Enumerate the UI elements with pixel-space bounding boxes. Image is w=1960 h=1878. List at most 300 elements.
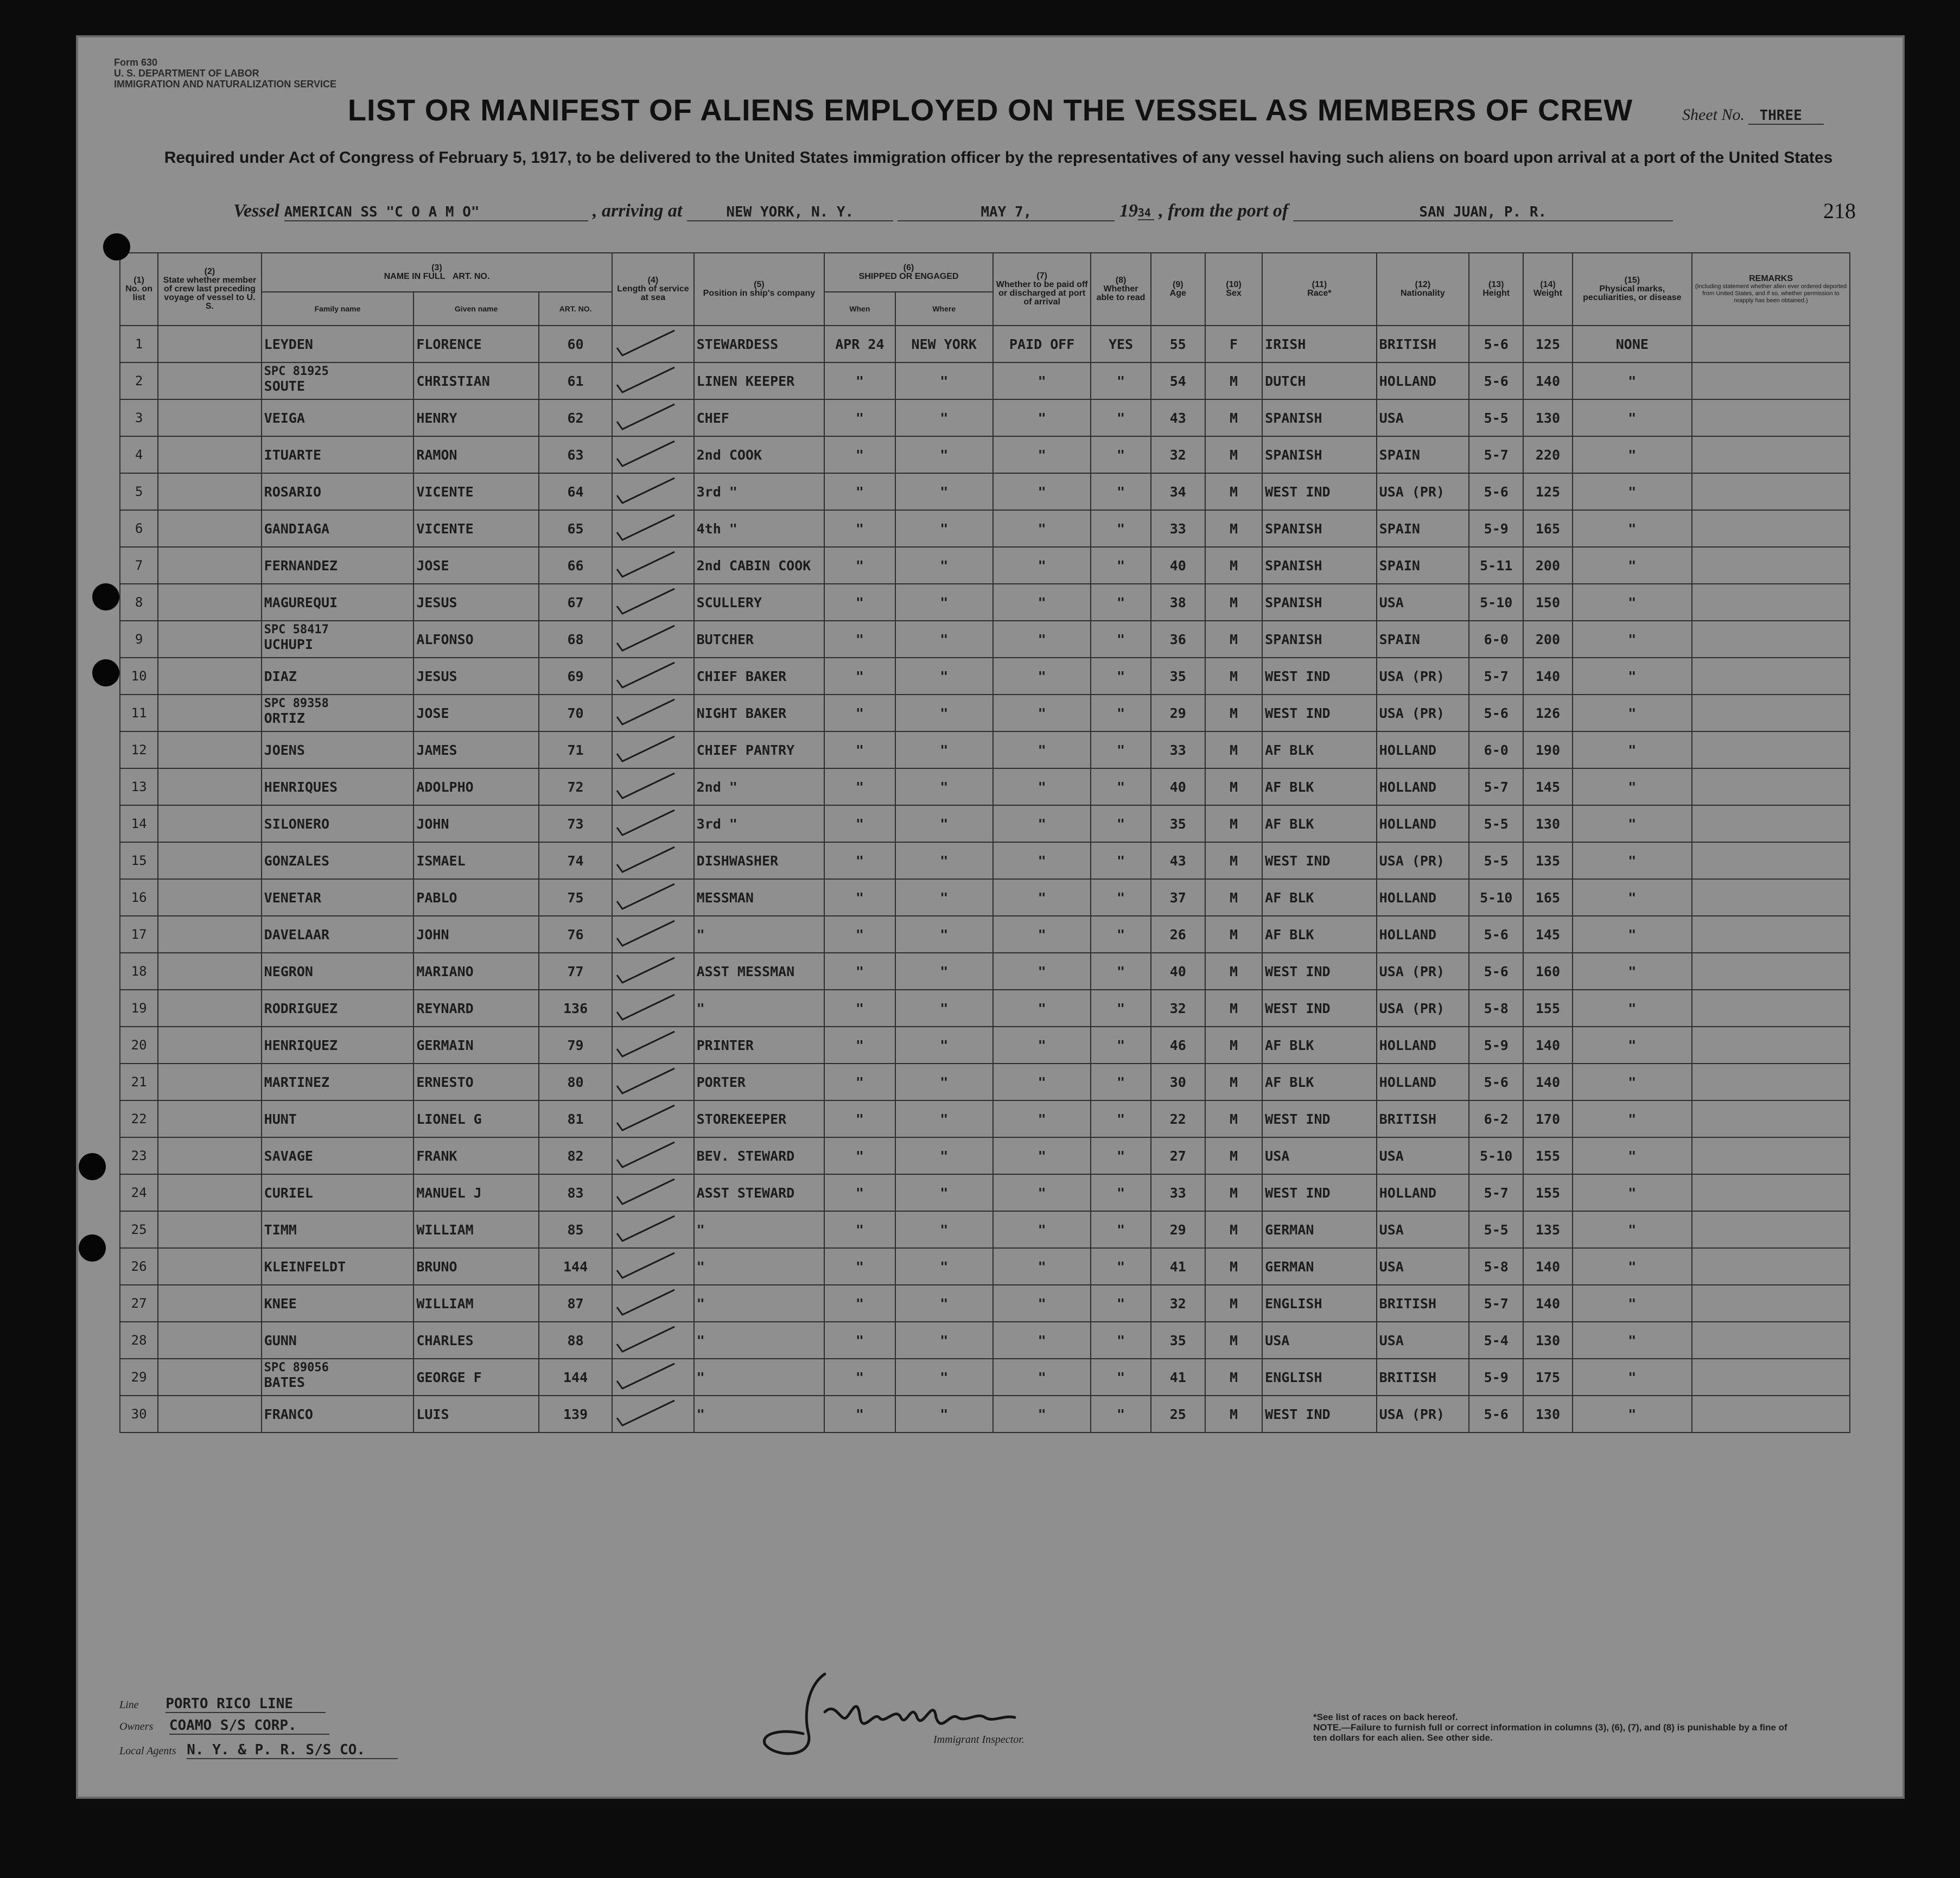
sex-cell: M xyxy=(1205,731,1262,768)
nationality-cell: BRITISH xyxy=(1377,326,1469,362)
state-cell xyxy=(158,399,261,436)
sex-cell: M xyxy=(1205,1137,1262,1174)
paid-off-cell: " xyxy=(993,1396,1091,1433)
physical-cell: " xyxy=(1573,436,1692,473)
service-cell xyxy=(612,731,693,768)
weight-cell: 140 xyxy=(1523,1285,1572,1322)
col-sex: (10) Sex xyxy=(1205,253,1262,326)
when-cell: " xyxy=(824,436,895,473)
physical-cell: NONE xyxy=(1573,326,1692,362)
weight-cell: 190 xyxy=(1523,731,1572,768)
given-name: MANUEL J xyxy=(413,1174,539,1211)
col-art-no: ART. NO. xyxy=(539,292,612,326)
art-number: 144 xyxy=(539,1248,612,1285)
family-name: SILONERO xyxy=(262,805,414,842)
row-number: 29 xyxy=(120,1359,158,1396)
physical-cell: " xyxy=(1573,1248,1692,1285)
col-given-name: Given name xyxy=(413,292,539,326)
paid-off-cell: " xyxy=(993,1027,1091,1064)
service-cell xyxy=(612,436,693,473)
remarks-cell xyxy=(1692,1285,1850,1322)
age-cell: 37 xyxy=(1151,879,1205,916)
paid-off-cell: " xyxy=(993,731,1091,768)
when-cell: " xyxy=(824,473,895,510)
paid-off-cell: " xyxy=(993,953,1091,990)
paid-off-cell: " xyxy=(993,362,1091,399)
art-number: 74 xyxy=(539,842,612,879)
agents-value: N. Y. & P. R. S/S CO. xyxy=(187,1742,398,1759)
paid-off-cell: " xyxy=(993,1248,1091,1285)
when-cell: " xyxy=(824,1064,895,1100)
art-number: 63 xyxy=(539,436,612,473)
remarks-cell xyxy=(1692,510,1850,547)
row-number: 25 xyxy=(120,1211,158,1248)
check-mark-icon xyxy=(615,584,680,617)
spc-number: SPC 81925 xyxy=(264,365,329,378)
check-mark-icon xyxy=(615,326,680,359)
service-cell xyxy=(612,1137,693,1174)
table-row xyxy=(120,658,1850,695)
read-cell: " xyxy=(1091,1248,1150,1285)
state-cell xyxy=(158,990,261,1027)
punch-hole xyxy=(103,233,130,260)
weight-cell: 140 xyxy=(1523,1027,1572,1064)
race-note: *See list of races on back hereof. xyxy=(1313,1712,1458,1722)
service-cell xyxy=(612,510,693,547)
weight-cell: 135 xyxy=(1523,1211,1572,1248)
table-row xyxy=(120,584,1850,621)
row-number: 24 xyxy=(120,1174,158,1211)
check-mark-icon xyxy=(615,769,680,801)
position-cell: ASST MESSMAN xyxy=(694,953,825,990)
remarks-cell xyxy=(1692,990,1850,1027)
race-cell: SPANISH xyxy=(1262,621,1377,658)
height-cell: 5-6 xyxy=(1469,473,1523,510)
weight-cell: 145 xyxy=(1523,768,1572,805)
age-cell: 32 xyxy=(1151,436,1205,473)
table-row xyxy=(120,1027,1850,1064)
race-cell: AF BLK xyxy=(1262,768,1377,805)
given-name: JOSE xyxy=(413,695,539,731)
height-cell: 5-7 xyxy=(1469,1285,1523,1322)
when-cell: " xyxy=(824,1322,895,1359)
age-cell: 40 xyxy=(1151,768,1205,805)
state-cell xyxy=(158,731,261,768)
paid-off-cell: " xyxy=(993,1174,1091,1211)
age-cell: 33 xyxy=(1151,1174,1205,1211)
table-row xyxy=(120,731,1850,768)
given-name: WILLIAM xyxy=(413,1211,539,1248)
remarks-cell xyxy=(1692,842,1850,879)
nationality-cell: BRITISH xyxy=(1377,1359,1469,1396)
position-cell: NIGHT BAKER xyxy=(694,695,825,731)
family-name: VENETAR xyxy=(262,879,414,916)
when-cell: " xyxy=(824,584,895,621)
where-cell: " xyxy=(895,547,993,584)
sheet-number xyxy=(1682,106,1824,124)
read-cell: " xyxy=(1091,658,1150,695)
check-mark-icon xyxy=(615,437,680,469)
age-cell: 27 xyxy=(1151,1137,1205,1174)
read-cell: " xyxy=(1091,1285,1150,1322)
state-cell xyxy=(158,326,261,362)
row-number: 16 xyxy=(120,879,158,916)
sex-cell: M xyxy=(1205,953,1262,990)
row-number: 28 xyxy=(120,1322,158,1359)
paid-off-cell: " xyxy=(993,695,1091,731)
race-cell: SPANISH xyxy=(1262,510,1377,547)
col-weight: (14) Weight xyxy=(1523,253,1572,326)
where-cell: " xyxy=(895,510,993,547)
service-cell xyxy=(612,326,693,362)
physical-cell: " xyxy=(1573,1064,1692,1100)
sex-cell: M xyxy=(1205,879,1262,916)
position-cell: " xyxy=(694,990,825,1027)
check-mark-icon xyxy=(615,1101,680,1134)
given-name: ERNESTO xyxy=(413,1064,539,1100)
paid-off-cell: " xyxy=(993,547,1091,584)
race-cell: WEST IND xyxy=(1262,1174,1377,1211)
art-number: 68 xyxy=(539,621,612,658)
nationality-cell: USA (PR) xyxy=(1377,1396,1469,1433)
sex-cell: M xyxy=(1205,362,1262,399)
physical-cell: " xyxy=(1573,805,1692,842)
when-cell: " xyxy=(824,1211,895,1248)
check-mark-icon xyxy=(615,658,680,691)
remarks-cell xyxy=(1692,916,1850,953)
when-cell: " xyxy=(824,1137,895,1174)
remarks-cell xyxy=(1692,658,1850,695)
state-cell xyxy=(158,362,261,399)
art-number: 87 xyxy=(539,1285,612,1322)
weight-cell: 140 xyxy=(1523,1248,1572,1285)
physical-cell: " xyxy=(1573,658,1692,695)
remarks-cell xyxy=(1692,547,1850,584)
art-number: 88 xyxy=(539,1322,612,1359)
table-row xyxy=(120,1359,1850,1396)
physical-cell: " xyxy=(1573,1285,1692,1322)
family-name: ROSARIO xyxy=(262,473,414,510)
weight-cell: 165 xyxy=(1523,510,1572,547)
where-cell: " xyxy=(895,990,993,1027)
service-cell xyxy=(612,842,693,879)
art-number: 70 xyxy=(539,695,612,731)
position-cell: SCULLERY xyxy=(694,584,825,621)
physical-cell: " xyxy=(1573,1322,1692,1359)
row-number: 27 xyxy=(120,1285,158,1322)
read-cell: " xyxy=(1091,1027,1150,1064)
age-cell: 43 xyxy=(1151,842,1205,879)
race-cell: USA xyxy=(1262,1137,1377,1174)
state-cell xyxy=(158,1211,261,1248)
read-cell: " xyxy=(1091,731,1150,768)
read-cell: " xyxy=(1091,399,1150,436)
age-cell: 25 xyxy=(1151,1396,1205,1433)
family-name-text: UCHUPI xyxy=(264,636,313,652)
service-cell xyxy=(612,1211,693,1248)
state-cell xyxy=(158,953,261,990)
paid-off-cell: " xyxy=(993,399,1091,436)
where-cell: " xyxy=(895,768,993,805)
col-position: (5) Position in ship's company xyxy=(694,253,825,326)
where-cell: " xyxy=(895,1100,993,1137)
inspector-signature xyxy=(743,1663,1080,1761)
nationality-cell: BRITISH xyxy=(1377,1285,1469,1322)
art-number: 85 xyxy=(539,1211,612,1248)
position-cell: " xyxy=(694,1359,825,1396)
family-name: GONZALES xyxy=(262,842,414,879)
paid-off-cell: " xyxy=(993,1100,1091,1137)
race-cell: WEST IND xyxy=(1262,953,1377,990)
family-name xyxy=(262,1359,414,1396)
weight-cell: 130 xyxy=(1523,1396,1572,1433)
position-cell: 2nd CABIN COOK xyxy=(694,547,825,584)
footer-line xyxy=(119,1696,326,1713)
age-cell: 40 xyxy=(1151,953,1205,990)
remarks-cell xyxy=(1692,362,1850,399)
state-cell xyxy=(158,695,261,731)
state-cell xyxy=(158,510,261,547)
row-number: 11 xyxy=(120,695,158,731)
table-row xyxy=(120,842,1850,879)
given-name: JOHN xyxy=(413,805,539,842)
paid-off-cell: " xyxy=(993,805,1091,842)
nationality-cell: USA xyxy=(1377,1248,1469,1285)
where-cell: " xyxy=(895,584,993,621)
state-cell xyxy=(158,658,261,695)
sex-cell: F xyxy=(1205,326,1262,362)
when-cell: " xyxy=(824,768,895,805)
vessel-line xyxy=(233,201,1673,221)
when-cell: APR 24 xyxy=(824,326,895,362)
state-cell xyxy=(158,1064,261,1100)
line-value: PORTO RICO LINE xyxy=(166,1696,326,1713)
read-cell: " xyxy=(1091,1100,1150,1137)
physical-cell: " xyxy=(1573,399,1692,436)
family-name: SAVAGE xyxy=(262,1137,414,1174)
col-paid-off: (7) Whether to be paid off or discharged at port of arrival xyxy=(993,253,1091,326)
given-name: CHARLES xyxy=(413,1322,539,1359)
nationality-cell: HOLLAND xyxy=(1377,768,1469,805)
weight-cell: 126 xyxy=(1523,695,1572,731)
nationality-cell: HOLLAND xyxy=(1377,731,1469,768)
when-cell: " xyxy=(824,399,895,436)
family-name: KLEINFELDT xyxy=(262,1248,414,1285)
height-cell: 5-4 xyxy=(1469,1322,1523,1359)
state-cell xyxy=(158,1248,261,1285)
row-number: 2 xyxy=(120,362,158,399)
footer-notes xyxy=(1313,1712,1802,1743)
line-label: Line xyxy=(119,1699,139,1711)
position-cell: BUTCHER xyxy=(694,621,825,658)
position-cell: 4th " xyxy=(694,510,825,547)
art-number: 60 xyxy=(539,326,612,362)
table-row xyxy=(120,805,1850,842)
sheet-number-label: Sheet No. xyxy=(1682,106,1745,124)
race-cell: ENGLISH xyxy=(1262,1285,1377,1322)
row-number: 6 xyxy=(120,510,158,547)
weight-cell: 220 xyxy=(1523,436,1572,473)
age-cell: 46 xyxy=(1151,1027,1205,1064)
table-row xyxy=(120,1248,1850,1285)
punch-hole xyxy=(92,583,119,610)
height-cell: 5-5 xyxy=(1469,805,1523,842)
state-cell xyxy=(158,1285,261,1322)
height-cell: 5-8 xyxy=(1469,1248,1523,1285)
physical-cell: " xyxy=(1573,1027,1692,1064)
check-mark-icon xyxy=(615,732,680,765)
state-cell xyxy=(158,584,261,621)
race-cell: ENGLISH xyxy=(1262,1359,1377,1396)
state-cell xyxy=(158,1100,261,1137)
read-cell: " xyxy=(1091,1211,1150,1248)
check-mark-icon xyxy=(615,1064,680,1097)
read-cell: " xyxy=(1091,584,1150,621)
race-cell: AF BLK xyxy=(1262,916,1377,953)
remarks-cell xyxy=(1692,1211,1850,1248)
art-number: 144 xyxy=(539,1359,612,1396)
service-cell xyxy=(612,1027,693,1064)
where-cell: " xyxy=(895,805,993,842)
where-cell: " xyxy=(895,1174,993,1211)
row-number: 3 xyxy=(120,399,158,436)
where-cell: " xyxy=(895,1064,993,1100)
physical-cell: " xyxy=(1573,473,1692,510)
art-number: 79 xyxy=(539,1027,612,1064)
physical-cell: " xyxy=(1573,990,1692,1027)
race-cell: AF BLK xyxy=(1262,731,1377,768)
when-cell: " xyxy=(824,805,895,842)
paid-off-cell: " xyxy=(993,1137,1091,1174)
sex-cell: M xyxy=(1205,1322,1262,1359)
service-cell xyxy=(612,1396,693,1433)
given-name: WILLIAM xyxy=(413,1285,539,1322)
given-name: GERMAIN xyxy=(413,1027,539,1064)
punch-hole xyxy=(79,1153,106,1180)
state-cell xyxy=(158,879,261,916)
weight-cell: 125 xyxy=(1523,326,1572,362)
remarks-cell xyxy=(1692,1248,1850,1285)
table-row xyxy=(120,695,1850,731)
remarks-cell xyxy=(1692,1064,1850,1100)
service-cell xyxy=(612,990,693,1027)
nationality-cell: HOLLAND xyxy=(1377,362,1469,399)
when-cell: " xyxy=(824,510,895,547)
family-name: MAGUREQUI xyxy=(262,584,414,621)
sex-cell: M xyxy=(1205,584,1262,621)
given-name: ISMAEL xyxy=(413,842,539,879)
art-number: 62 xyxy=(539,399,612,436)
sex-cell: M xyxy=(1205,1064,1262,1100)
state-cell xyxy=(158,768,261,805)
when-cell: " xyxy=(824,621,895,658)
given-name: LIONEL G xyxy=(413,1100,539,1137)
table-row xyxy=(120,768,1850,805)
given-name: JOSE xyxy=(413,547,539,584)
where-cell: " xyxy=(895,731,993,768)
given-name: JOHN xyxy=(413,916,539,953)
sex-cell: M xyxy=(1205,1285,1262,1322)
table-row xyxy=(120,1100,1850,1137)
when-cell: " xyxy=(824,547,895,584)
service-cell xyxy=(612,695,693,731)
col-shipped: (6) SHIPPED OR ENGAGED xyxy=(824,253,993,292)
col-height: (13) Height xyxy=(1469,253,1523,326)
family-name: HENRIQUES xyxy=(262,768,414,805)
row-number: 7 xyxy=(120,547,158,584)
check-mark-icon xyxy=(615,916,680,949)
sex-cell: M xyxy=(1205,805,1262,842)
race-cell: AF BLK xyxy=(1262,805,1377,842)
physical-cell: " xyxy=(1573,1174,1692,1211)
where-cell: " xyxy=(895,436,993,473)
position-cell: DISHWASHER xyxy=(694,842,825,879)
when-cell: " xyxy=(824,990,895,1027)
weight-cell: 155 xyxy=(1523,990,1572,1027)
read-cell: " xyxy=(1091,1137,1150,1174)
table-row xyxy=(120,990,1850,1027)
check-mark-icon xyxy=(615,1396,680,1429)
family-name: FRANCO xyxy=(262,1396,414,1433)
paid-off-cell: " xyxy=(993,1322,1091,1359)
family-name: CURIEL xyxy=(262,1174,414,1211)
col-state-member: (2) State whether member of crew last preceding voyage of vessel to U. S. xyxy=(158,253,261,326)
race-cell: SPANISH xyxy=(1262,584,1377,621)
table-row xyxy=(120,1211,1850,1248)
height-cell: 5-6 xyxy=(1469,953,1523,990)
crew-rows xyxy=(120,326,1850,1433)
check-mark-icon xyxy=(615,1138,680,1170)
family-name: ITUARTE xyxy=(262,436,414,473)
sex-cell: M xyxy=(1205,658,1262,695)
sex-cell: M xyxy=(1205,547,1262,584)
given-name: JESUS xyxy=(413,584,539,621)
state-cell xyxy=(158,436,261,473)
state-cell xyxy=(158,547,261,584)
row-number: 10 xyxy=(120,658,158,695)
age-cell: 36 xyxy=(1151,621,1205,658)
when-cell: " xyxy=(824,731,895,768)
arrival-date: MAY 7, xyxy=(898,204,1115,221)
row-number: 30 xyxy=(120,1396,158,1433)
position-cell: " xyxy=(694,1322,825,1359)
state-cell xyxy=(158,842,261,879)
service-cell xyxy=(612,1248,693,1285)
where-cell: " xyxy=(895,362,993,399)
sex-cell: M xyxy=(1205,1174,1262,1211)
art-number: 71 xyxy=(539,731,612,768)
nationality-cell: HOLLAND xyxy=(1377,1064,1469,1100)
col-race: (11) Race* xyxy=(1262,253,1377,326)
check-mark-icon xyxy=(615,474,680,506)
service-cell xyxy=(612,1322,693,1359)
sex-cell: M xyxy=(1205,1396,1262,1433)
remarks-cell xyxy=(1692,695,1850,731)
where-cell: NEW YORK xyxy=(895,326,993,362)
position-cell: PRINTER xyxy=(694,1027,825,1064)
remarks-cell xyxy=(1692,879,1850,916)
nationality-cell: SPAIN xyxy=(1377,510,1469,547)
art-number: 76 xyxy=(539,916,612,953)
check-mark-icon xyxy=(615,843,680,875)
given-name: VICENTE xyxy=(413,473,539,510)
nationality-cell: USA xyxy=(1377,584,1469,621)
age-cell: 38 xyxy=(1151,584,1205,621)
manifest-sheet xyxy=(76,35,1905,1799)
read-cell: " xyxy=(1091,1064,1150,1100)
height-cell: 5-9 xyxy=(1469,510,1523,547)
remarks-cell xyxy=(1692,326,1850,362)
